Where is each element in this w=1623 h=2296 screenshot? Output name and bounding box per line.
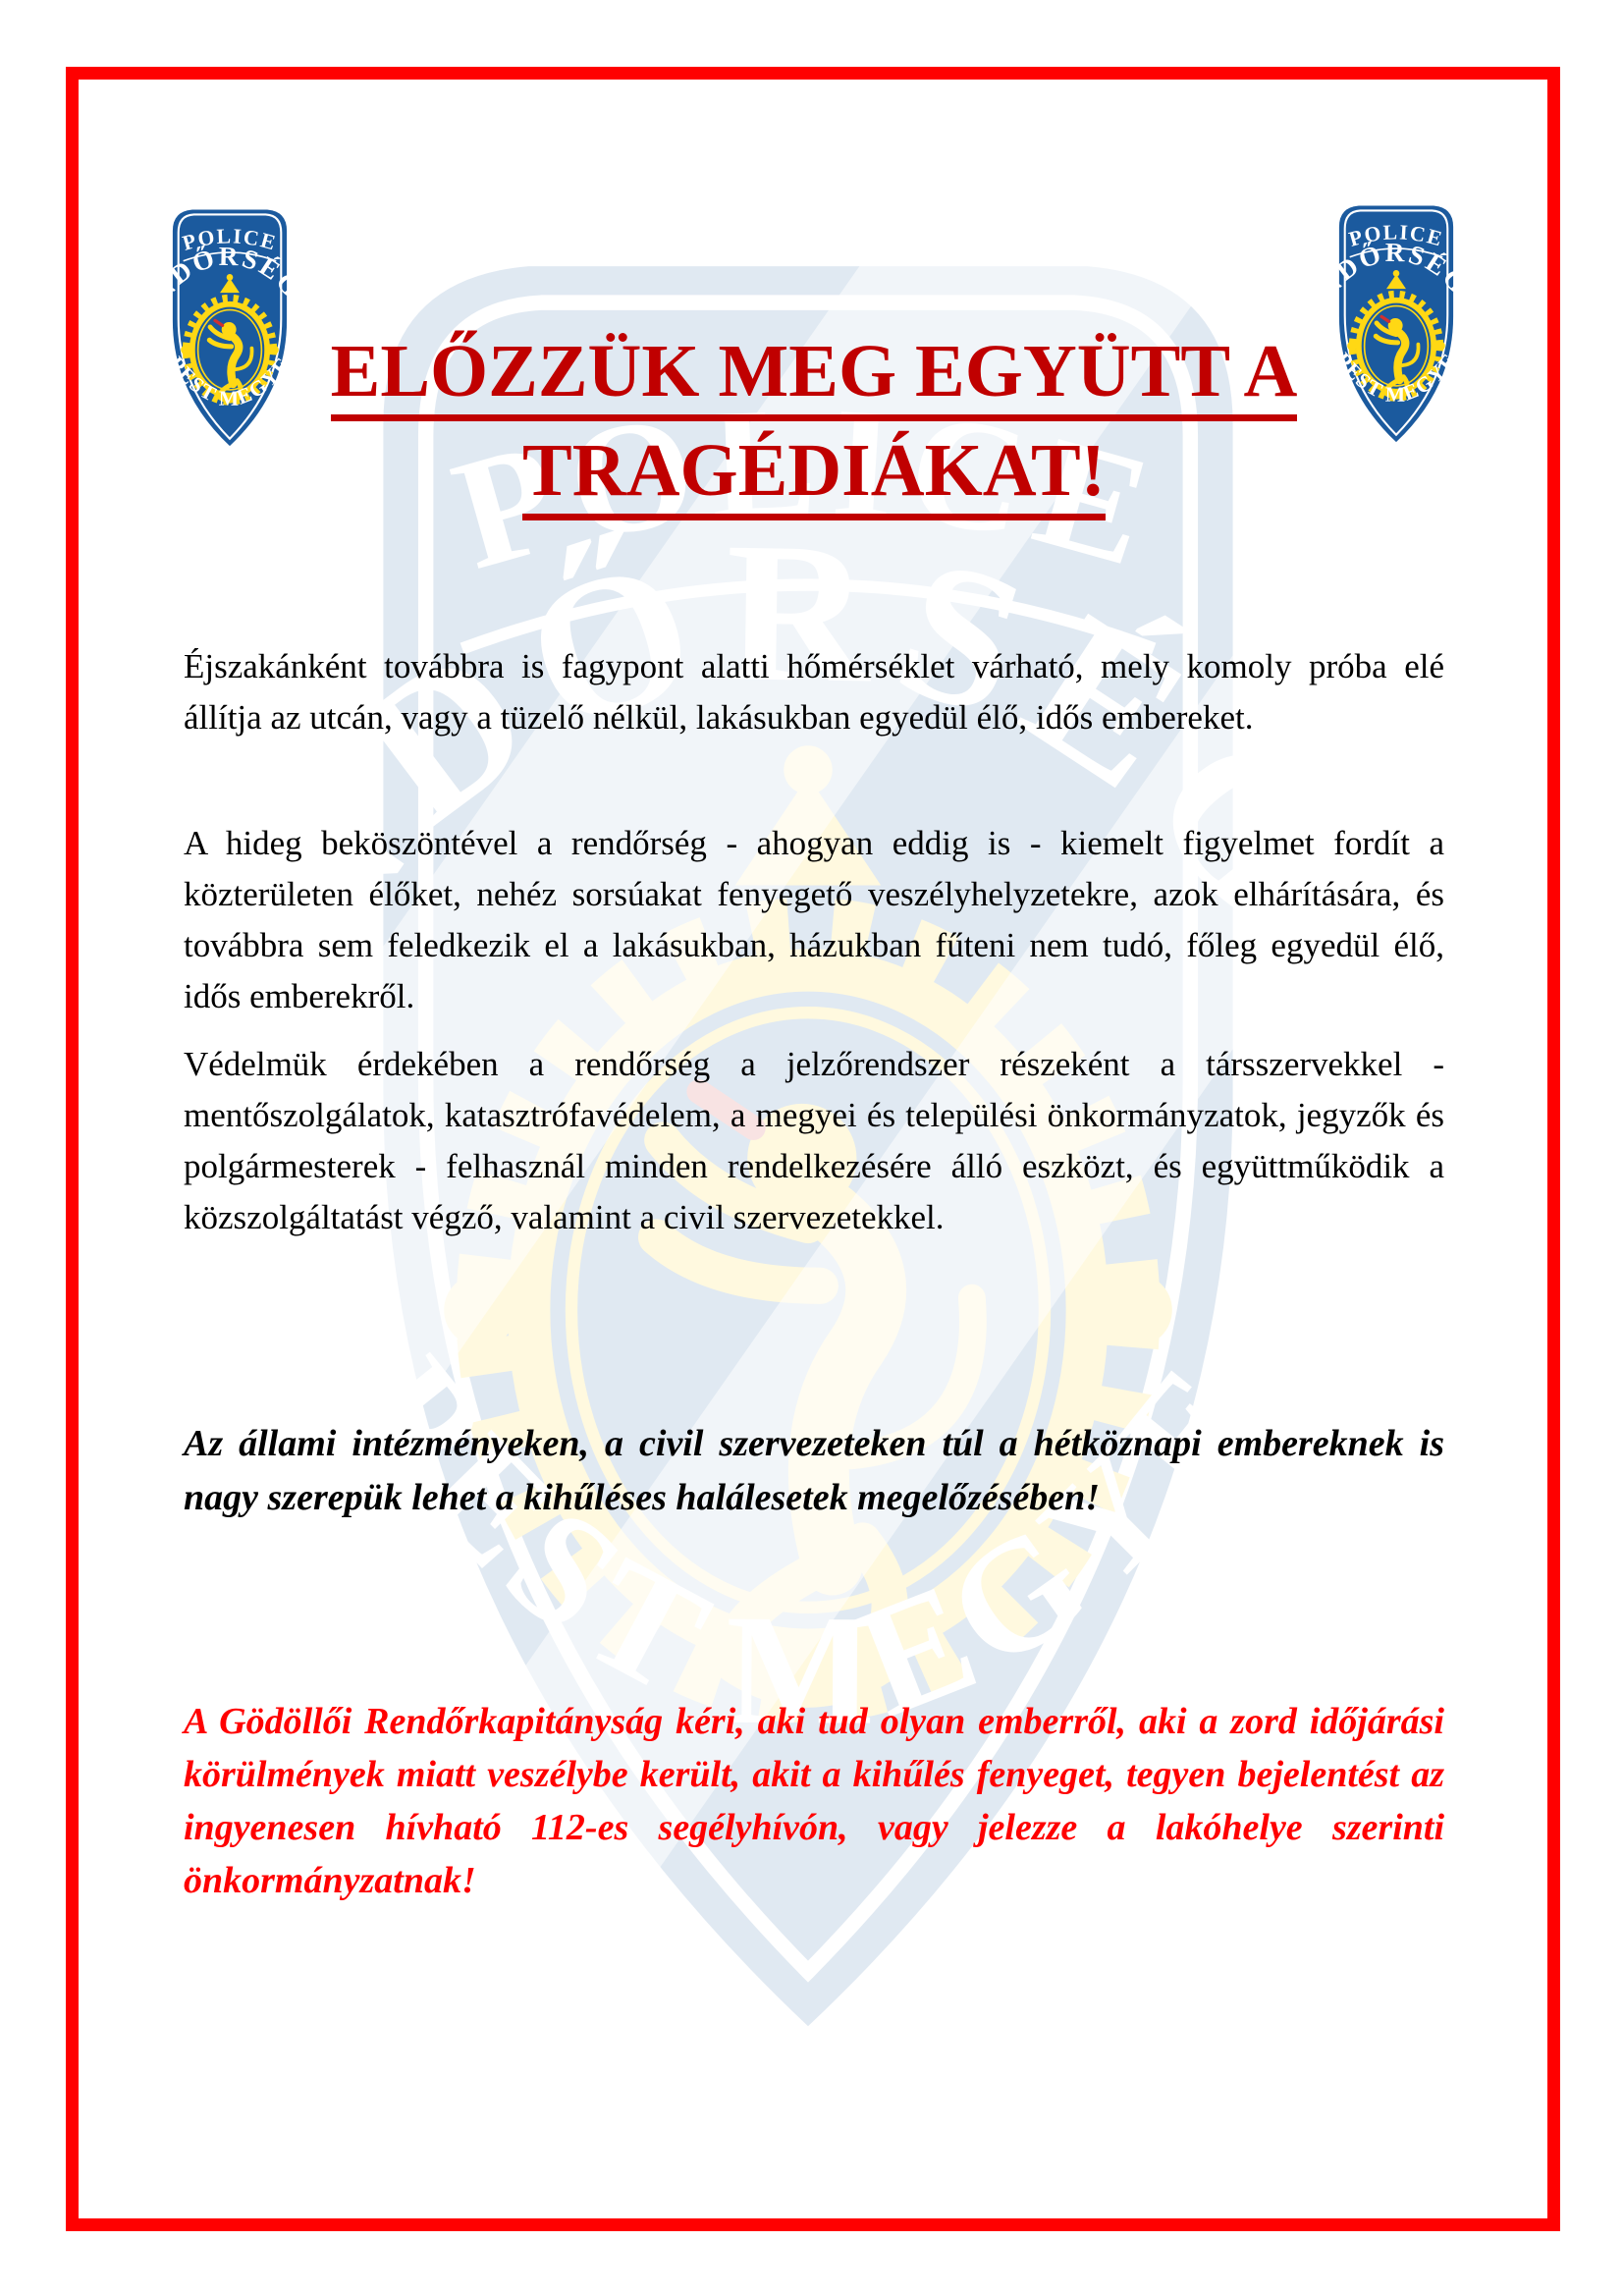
emergency-call-paragraph: A Gödöllői Rendőrkapitányság kéri, aki tud olyan emberről, aki a zord időjárási körülmények miatt veszélybe került, akit a kihűlés fenyeget, tegyen bejelentést az ingyenesen hívható 112-es segélyhívón, vagy jelezze a lakóhelye szerinti önkormányzatnak!	[184, 1701, 1444, 1901]
citizen-role-paragraph: Az állami intézményeken, a civil szervezeteken túl a hétköznapi embereknek is nagy szerepük lehet a kihűléses halálesetek megelőzésében!	[184, 1423, 1444, 1518]
cooperation-paragraph: Védelmük érdekében a rendőrség a jelzőrendszer részeként a társszervekkel - mentőszolgálatok, katasztrófavédelem, a megyei és települési önkormányzatok, jegyzők és polgármesterek - felhasznál minden rendelkezésére álló eszközt, és együttműködik a közszolgáltatást végző, valamint a civil szervezetekkel.	[184, 1045, 1444, 1236]
poster-title	[184, 330, 1444, 532]
poster-title-line1-text: ELŐZZÜK MEG EGYÜTT A	[331, 334, 1298, 421]
vigilance-paragraph: A hideg beköszöntével a rendőrség - ahogyan eddig is - kiemelt figyelmet fordít a közterületen élőket, nehéz sorsúakat fenyegető veszélyhelyzetekre, azok elhárítására, és továbbra sem feledkezik el a lakásukban, házukban fűteni nem tudó, főleg egyedül élő, idős emberekről.	[184, 824, 1444, 1015]
poster-title-line2	[184, 429, 1444, 520]
poster-title-line1	[184, 330, 1444, 421]
poster-title-line2-text: TRAGÉDIÁKAT!	[522, 433, 1106, 520]
intro-paragraph: Éjszakánként továbbra is fagypont alatti hőmérséklet várható, mely komoly próba elé állítja az utcán, vagy a tüzelő nélkül, lakásukban egyedül élő, idős embereket.	[184, 647, 1444, 737]
